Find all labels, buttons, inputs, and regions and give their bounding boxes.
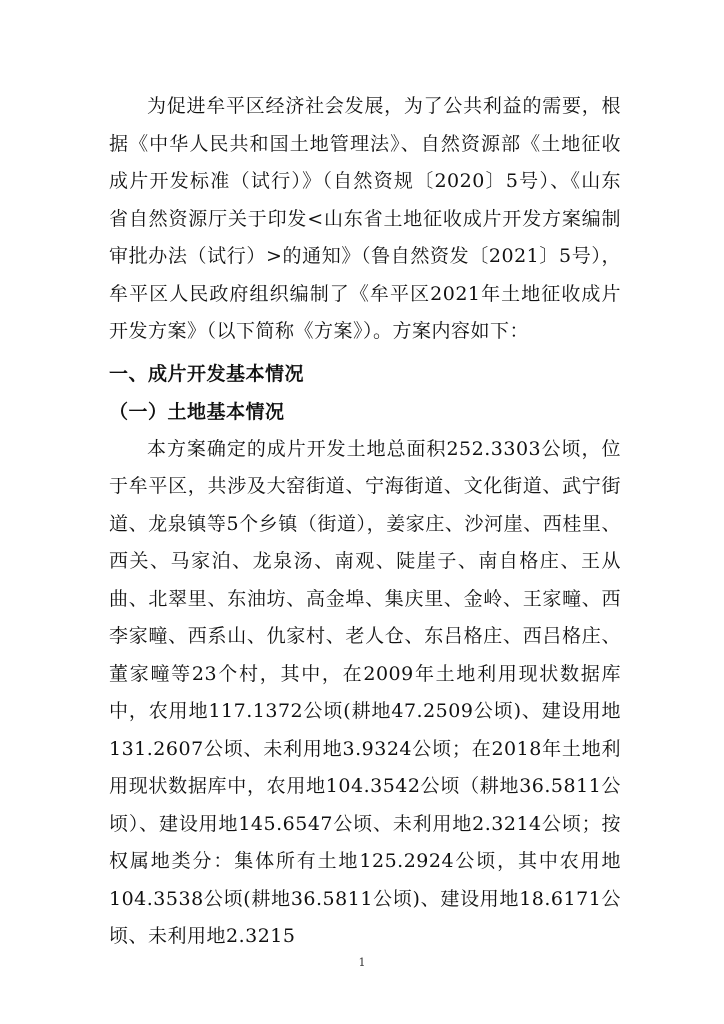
section-heading: 一、成片开发基本情况 <box>109 362 305 385</box>
page-content <box>109 88 621 956</box>
subsection-heading: （一）土地基本情况 <box>109 400 285 423</box>
intro-paragraph: 为促进牟平区经济社会发展，为了公共利益的需要，根据《中华人民共和国土地管理法》、自然资源部《土地征收成片开发标准（试行）》（自然资规〔2020〕5号）、《山东省自然资源厅关于印发<山东省土地征收成片开发方案编制审批办法（试行）>的通知》（鲁自然资发〔2021〕5号），牟平区人民政府组织编制了《牟平区2021年土地征收成片开发方案》（以下简称《方案》）。方案内容如下： <box>109 95 621 342</box>
page-number: 1 <box>358 956 366 969</box>
land-info-paragraph: 本方案确定的成片开发土地总面积252.3303公顷，位于牟平区，共涉及大窑街道、宁海街道、文化街道、武宁街道、龙泉镇等5个乡镇（街道），姜家庄、沙河崖、西桂里、西关、马家泊、龙泉汤、南观、陡崖子、南自格庄、王从曲、北翠里、东油坊、高金埠、集庆里、金岭、王家疃、西李家疃、西系山、仇家村、老人仓、东吕格庄、西吕格庄、董家疃等23个村，其中，在2009年土地利用现状数据库中，农用地117.1372公顷(耕地47.2509公顷)、建设用地131.2607公顷、未利用地3.9324公顷；在2018年土地利用现状数据库中，农用地104.3542公顷（耕地36.5811公顷）、建设用地145.6547公顷、未利用地2.3214公顷；按权属地类分：集体所有土地125.2924公顷，其中农用地104.3538公顷(耕地36.5811公顷)、建设用地18.6171公顷、未利用地2.3215 <box>109 437 621 947</box>
